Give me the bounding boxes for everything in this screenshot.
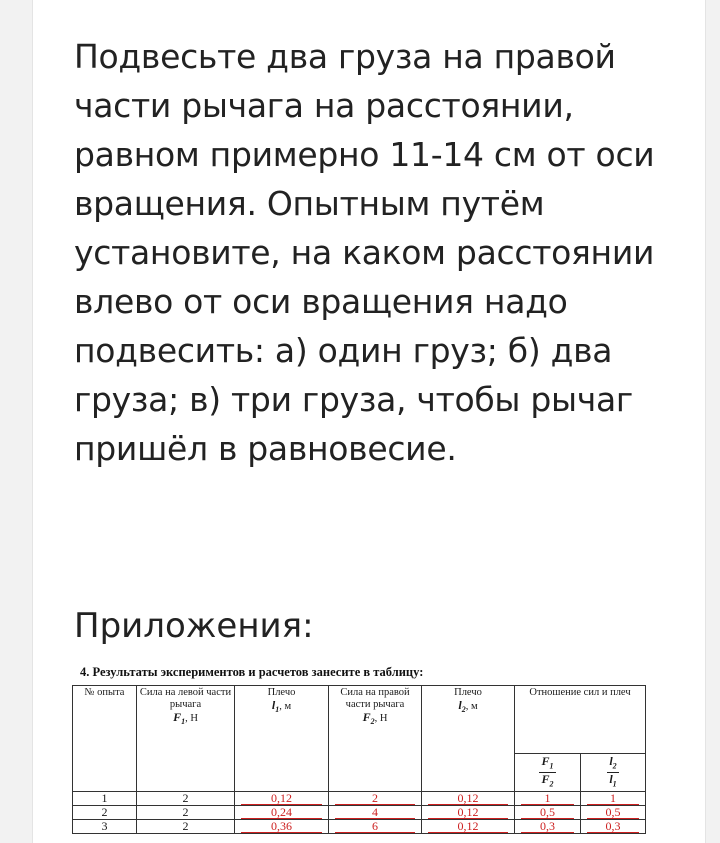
header-arm-right: Плечо $l_2$, м [422, 686, 515, 792]
table-row [73, 819, 646, 833]
header-experiment-no: № опыта [73, 686, 137, 792]
results-table [72, 685, 646, 834]
attachment-image[interactable] [72, 664, 647, 834]
cell-ratio-f: 1 [515, 791, 581, 805]
header-ratio-forces: $\frac{F_1}{F_2}$ [515, 754, 581, 792]
cell-l1: 0,12 [235, 791, 329, 805]
cell-f2: 4 [329, 805, 422, 819]
header-force-right: Сила на правой части рычага $F_2$, Н [329, 686, 422, 792]
cell-l1: 0,24 [235, 805, 329, 819]
header-ratio-arms: $\frac{l_2}{l_1}$ [581, 754, 646, 792]
cell-ratio-l: 0,3 [581, 819, 646, 833]
cell-no: 1 [73, 791, 137, 805]
task-text: Подвесьте два груза на правой части рычага на расстоянии, равном примерно 11-14 см от оси вращения. Опытным путём установите, на каком расстоянии влево от оси вращения надо подвесить: а) один груз; б) два груза; в) три груза, чтобы рычаг пришёл в равновесие. [74, 37, 655, 468]
cell-ratio-l: 1 [581, 791, 646, 805]
cell-l2: 0,12 [422, 805, 515, 819]
cell-ratio-f: 0,5 [515, 805, 581, 819]
cell-no: 2 [73, 805, 137, 819]
cell-f2: 2 [329, 791, 422, 805]
cell-no: 3 [73, 819, 137, 833]
header-arm-left: Плечо $l_1$, м [235, 686, 329, 792]
cell-l2: 0,12 [422, 791, 515, 805]
cell-f1: 2 [137, 805, 235, 819]
cell-ratio-f: 0,3 [515, 819, 581, 833]
header-force-left: Сила на левой части рычага $F_1$, Н [137, 686, 235, 792]
header-ratio: Отношение сил и плеч [515, 686, 646, 754]
table-row [73, 805, 646, 819]
cell-f1: 2 [137, 791, 235, 805]
attachments-heading: Приложения: [74, 606, 314, 646]
cell-l2: 0,12 [422, 819, 515, 833]
cell-l1: 0,36 [235, 819, 329, 833]
cell-f2: 6 [329, 819, 422, 833]
cell-ratio-l: 0,5 [581, 805, 646, 819]
cell-f1: 2 [137, 819, 235, 833]
table-row [73, 791, 646, 805]
table-caption: 4. Результаты экспериментов и расчетов занесите в таблицу: [80, 665, 424, 679]
